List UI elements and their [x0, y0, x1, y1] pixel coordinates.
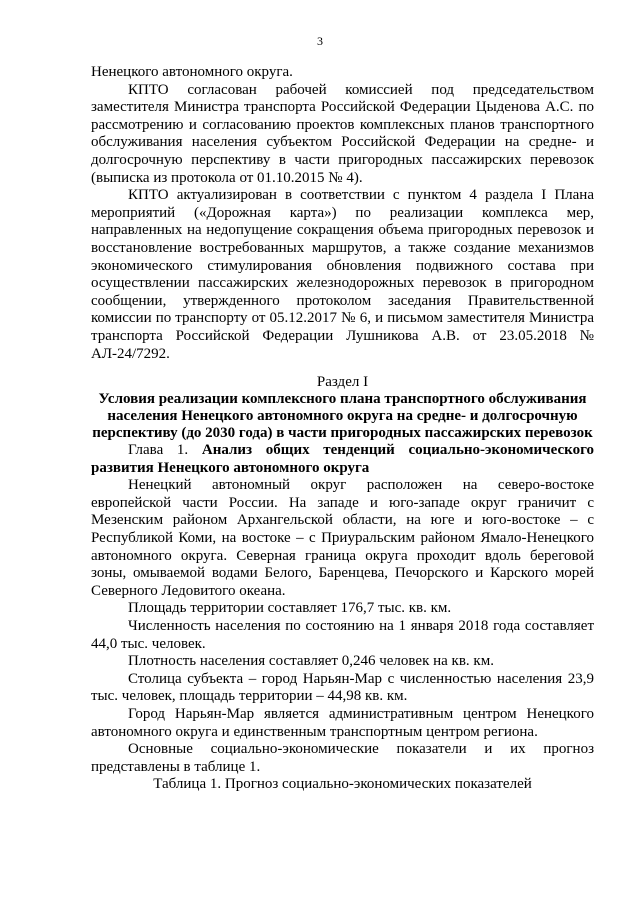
- chapter-title: Анализ общих тенденций социально-экономического развития Ненецкого автономного округа: [91, 442, 595, 476]
- body-paragraph: Столица субъекта – город Нарьян-Мар с численностью населения 23,9 тыс. человек, площадь территории – 44,98 кв. км.: [91, 670, 594, 705]
- body-paragraph: Численность населения по состоянию на 1 января 2018 года составляет 44,0 тыс. человек.: [91, 618, 594, 652]
- section-label: Раздел I: [316, 374, 369, 391]
- chapter-prefix: Глава 1.: [128, 442, 189, 459]
- body-paragraph: Город Нарьян-Мар является административным центром Ненецкого автономного округа и единственным транспортным центром региона.: [91, 706, 594, 740]
- section-heading: [91, 374, 594, 442]
- intro-paragraph: КПТО согласован рабочей комиссией под председательством заместителя Министра транспорта Российской Федерации Цыденова А.С. по рассмотрению и согласованию проектов комплексных планов транспортного обслуживания населения субъектом Российской Федерации на средне- и долгосрочную перспективу в части пригородных пассажирских перевозок (выписка из протокола от 01.10.2015 № 4).: [91, 81, 594, 186]
- body-paragraph: Ненецкий автономный округ расположен на северо-востоке европейской части России. На западе и юго-западе округ граничит с Мезенским районом Архангельской области, на юге и юго-востоке – с Республикой Коми, на востоке – с Приуральским районом Ямало-Ненецкого автономного округа. Северная граница округа проходит вдоль береговой зоны, омываемой водами Белого, Баренцева, Печорского и Карского морей Северного Ледовитого океана.: [91, 477, 594, 599]
- body-paragraph: Площадь территории составляет 176,7 тыс. кв. км.: [128, 600, 452, 617]
- body-paragraph: Плотность населения составляет 0,246 человек на кв. км.: [128, 653, 494, 670]
- section-title: Условия реализации комплексного плана транспортного обслуживания населения Ненецкого автономного округа на средне- и долгосрочную перспективу (до 2030 года) в части пригородных пассажирских перевозок: [92, 391, 593, 442]
- body-paragraph: Основные социально-экономические показатели и их прогноз представлены в таблице 1.: [91, 741, 594, 775]
- intro-paragraph: Ненецкого автономного округа.: [91, 64, 293, 80]
- document-body: [91, 64, 594, 794]
- intro-paragraph: КПТО актуализирован в соответствии с пунктом 4 раздела I Плана мероприятий («Дорожная карта») по реализации комплекса мер, направленных на недопущение сокращения объема пригородных перевозок и восстановление востребованных маршрутов, а также создание механизмов экономического стимулирования обновления подвижного состава при осуществлении пассажирских железнодорожных перевозок в пригородном сообщении, утвержденного протоколом заседания Правительственной комиссии по транспорту от 05.12.2017 № 6, и письмом заместителя Министра транспорта Российской Федерации Лушникова А.В. от 23.05.2018 № АЛ-24/7292.: [91, 187, 594, 362]
- page-number: 3: [317, 34, 323, 48]
- table-caption: Таблица 1. Прогноз социально-экономических показателей: [153, 776, 532, 793]
- chapter-heading: [91, 442, 594, 477]
